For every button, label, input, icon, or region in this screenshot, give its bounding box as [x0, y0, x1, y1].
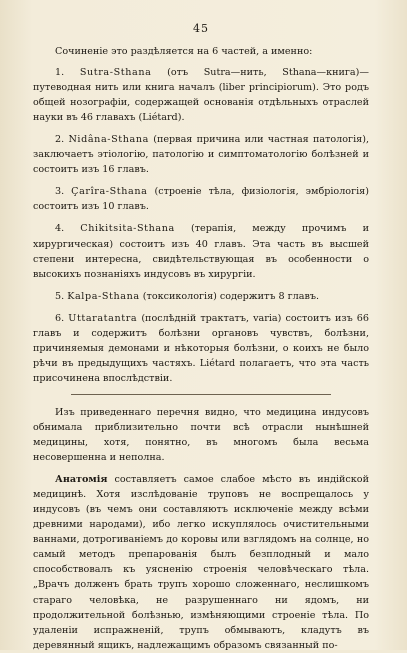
section-1 — [33, 65, 369, 125]
section-1-text: (отъ Sutra—нить, Sthana—книга)—путеводная нить или книга началъ (liber principiorum). Это родъ общей нозографіи, содержащей основанія отдѣльныхъ отраслей науки въ 46 главахъ (Liétard). — [33, 67, 369, 124]
section-divider — [71, 394, 331, 395]
section-5-number: 5. — [55, 290, 65, 302]
section-3 — [33, 184, 369, 214]
anatomy-text: составляетъ самое слабое мѣсто въ индійской медицинѣ. Хотя изслѣдованіе труповъ не воспрещалось у индусовъ (въ чемъ они составляютъ исключеніе между всѣми древними народами), ибо легко искуплялось очистительными ваннами, дотрогиваніемъ до коровы или взглядомъ на солнце, но самый методъ препарованія былъ безплодный и мало способствовалъ къ уясненію строенія человѣческаго тѣла. „Врачъ долженъ брать трупъ хорошо сложеннаго, неслишкомъ стараго человѣка, не разрушеннаго ни ядомъ, ни продолжительной болѣзнью, измѣняющими строеніе тѣла. По удаленіи испражненій, трупъ обмываютъ, кладутъ въ деревянный ящикъ, надлежащимъ образомъ связанный по- — [33, 474, 369, 651]
section-6-name: Uttaratantra — [68, 312, 138, 324]
section-5-name: Kalpa-Sthana — [67, 290, 140, 302]
section-6-text: (послѣдній трактатъ, varia) состоитъ изъ 66 главъ и содержитъ болѣзни органовъ чувствъ, болѣзни, причиняемыя демонами и нѣкоторыя болѣзни, о коихъ не было рѣчи въ предыдущихъ частяхъ. Liétard полагаетъ, что эта часть присочинена впослѣдствіи. — [33, 312, 369, 384]
section-3-number: 3. — [55, 186, 65, 198]
intro-paragraph: Сочиненіе это раздѣляется на 6 частей, а именно: — [55, 46, 313, 57]
conclusion-paragraph: Изъ приведеннаго перечня видно, что медицина индусовъ обнимала приблизительно почти всѣ отрасли нынѣшней медицины, хотя, понятно, въ многомъ была весьма несовершенна и неполна. — [33, 406, 369, 464]
section-2 — [33, 132, 369, 177]
anatomy-paragraph — [33, 472, 369, 653]
section-1-number: 1. — [55, 67, 65, 79]
section-1-name: Sutra-Sthana — [79, 67, 152, 79]
anatomy-lead: Анатомія — [55, 474, 108, 486]
section-3-name: Çarîra-Sthana — [71, 186, 148, 198]
section-3-text: (строеніе тѣла, физіологія, эмбріологія) состоитъ изъ 10 главъ. — [33, 186, 369, 213]
section-6-number: 6. — [55, 312, 65, 324]
page-number: 45 — [193, 22, 209, 35]
section-2-number: 2. — [55, 134, 65, 146]
section-2-name: Nidâna-Sthana — [68, 134, 149, 146]
section-4-number: 4. — [55, 223, 65, 235]
section-5 — [33, 289, 369, 304]
section-4 — [33, 221, 369, 281]
section-5-text: (токсикологія) содержитъ 8 главъ. — [142, 290, 320, 302]
section-4-name: Chikitsita-Sthana — [80, 223, 175, 235]
section-2-text: (первая причина или частная патологія), заключаетъ этіологію, патологію и симптоматологію болѣзней и состоитъ изъ 16 главъ. — [33, 134, 369, 176]
section-6 — [33, 311, 369, 386]
section-4-text: (терапія, между прочимъ и хирургическая) состоитъ изъ 40 главъ. Эта часть въ высшей степени интересна, свидѣтельствующая въ особенности о высокихъ познаніяхъ индусовъ въ хирургіи. — [33, 223, 369, 280]
